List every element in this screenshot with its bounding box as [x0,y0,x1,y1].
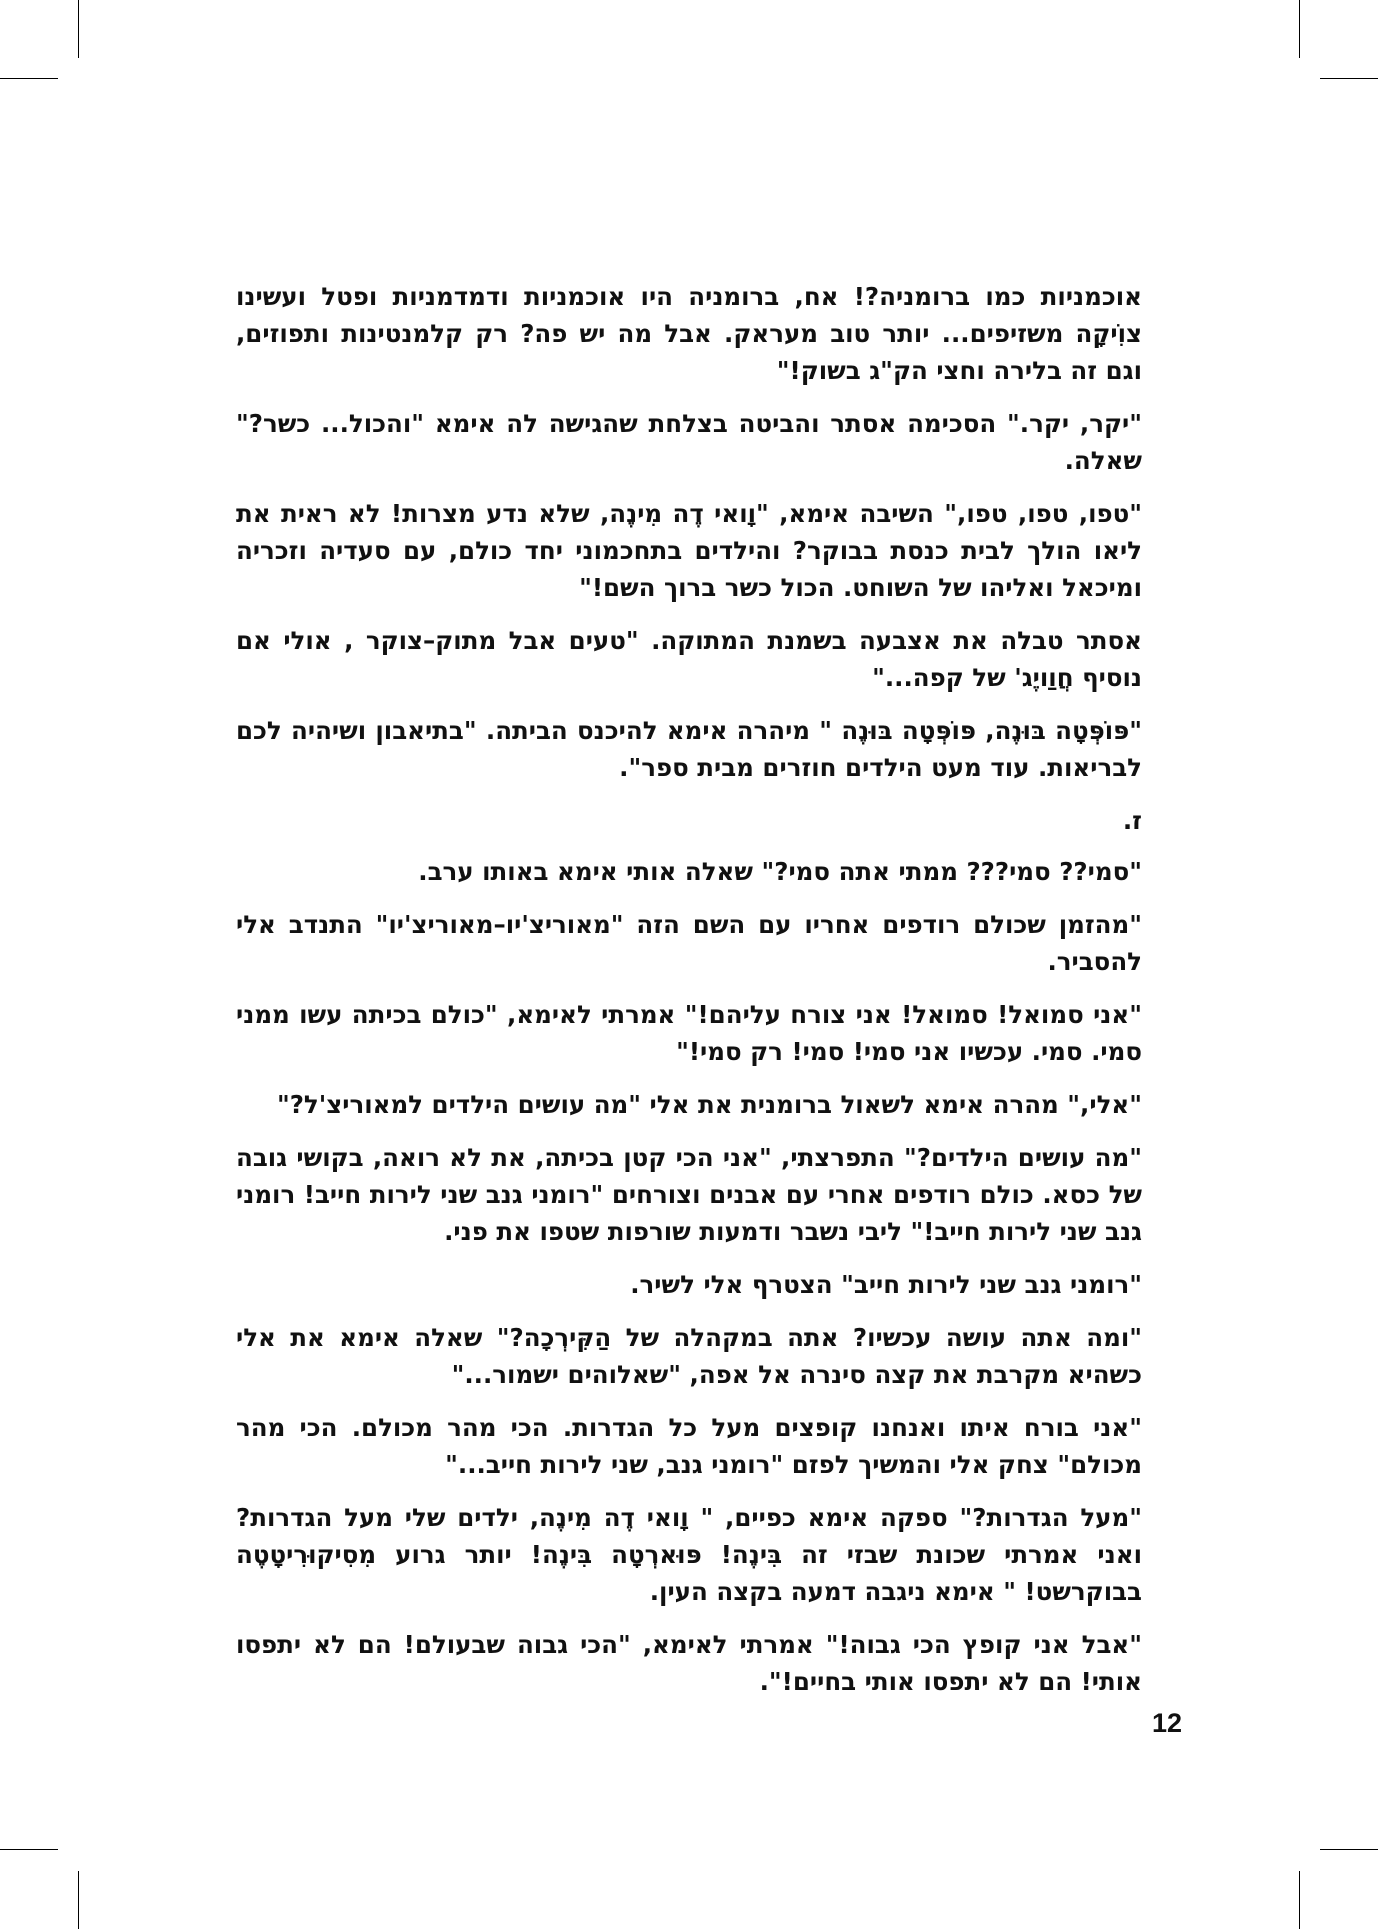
paragraph-15: "אבל אני קופץ הכי גבוה!" אמרתי לאימא, "הכי גבוה שבעולם! הם לא יתפסו אותי! הם לא יתפסו אותי בחיים!". [236,1630,1142,1696]
paragraph-2: "יקר, יקר." הסכימה אסתר והביטה בצלחת שהגישה לה אימא "והכול... כשר?" שאלה. [236,409,1142,475]
section-heading: ז. [1122,806,1142,835]
paragraph-7: "מהזמן שכולם רודפים אחריו עם השם הזה "מאוריצ'יו–מאוריצ'יו" התנדב אלי להסביר. [236,910,1142,976]
crop-mark-bottom-left-horizontal [0,1849,58,1850]
paragraph-14: "מעל הגדרות?" ספקה אימא כפיים, " וָואי דֶה מִינֶה, ילדים שלי מעל הגדרות? ואני אמרתי שכונת שבזי זה בִּינֶה! פּוּארְטָה בִּינֶה! יותר גרוע מִסִיקוּרִיטָטֶה בבוקרשט! " אימא ניגבה דמעה בקצה העין. [236,1503,1142,1606]
paragraph-9: "אלי," מהרה אימא לשאול ברומנית את אלי "מה עושים הילדים למאוריצ'ל?" [276,1090,1142,1119]
paragraph-12: "ומה אתה עושה עכשיו? אתה במקהלה של הַקִּירְכָה?" שאלה אימא את אלי כשהיא מקרבת את קצה סינרה אל אפה, "שאלוהים ישמור..." [236,1323,1142,1389]
crop-mark-bottom-right-horizontal [1320,1849,1378,1850]
paragraph-5: "פּוֹפְּטָה בּוּנֶה, פּוֹפְּטָה בּוּנֶה " מיהרה אימא להיכנס הביתה. "בתיאבון ושיהיה לכם לבריאות. עוד מעט הילדים חוזרים מבית ספר". [236,716,1142,782]
crop-mark-bottom-left-vertical [78,1871,79,1929]
paragraph-1: אוכמניות כמו ברומניה?! אח, ברומניה היו אוכמניות ודמדמניות ופטל ועשינו צוִֹיקָה משזיפים... יותר טוב מעראק. אבל מה יש פה? רק קלמנטינות ותפוזים, וגם זה בלירה וחצי הק"ג בשוק!" [236,282,1142,385]
page-number: 12 [1151,1708,1182,1738]
paragraph-8: "אני סמואל! סמואל! אני צורח עליהם!" אמרתי לאימא, "כולם בכיתה עשו ממני סמי. סמי. עכשיו אני סמי! סמי! רק סמי!" [236,1000,1142,1066]
paragraph-6: "סמי?? סמי??? ממתי אתה סמי?" שאלה אותי אימא באותו ערב. [418,857,1142,886]
crop-mark-top-left-vertical [78,0,79,58]
paragraph-11: "רומני גנב שני לירות חייב" הצטרף אלי לשיר. [630,1270,1142,1299]
paragraph-4: אסתר טבלה את אצבעה בשמנת המתוקה. "טעים אבל מתוק–צוקר , אולי אם נוסיף חֲוַויֶג' של קפה..." [236,626,1142,692]
crop-mark-top-right-vertical [1299,0,1300,58]
paragraph-10: "מה עושים הילדים?" התפרצתי, "אני הכי קטן בכיתה, את לא רואה, בקושי גובה של כסא. כולם רודפים אחרי עם אבנים וצורחים "רומני גנב שני לירות חייב! רומני גנב שני לירות חייב!" ליבי נשבר ודמעות שורפות שטפו את פני. [236,1143,1142,1246]
crop-mark-bottom-right-vertical [1299,1871,1300,1929]
crop-mark-top-left-horizontal [0,78,58,79]
paragraph-3: "טפו, טפו, טפו," השיבה אימא, "וָואי דֶה מִינֶה, שלא נדע מצרות! לא ראית את ליאו הולך לבית כנסת בבוקר? והילדים בתחכמוני יחד כולם, עם סעדיה וזכריה ומיכאל ואליהו של השוחט. הכול כשר ברוך השם!" [236,499,1142,602]
page-body [236,278,1142,1716]
crop-mark-top-right-horizontal [1320,78,1378,79]
paragraph-13: "אני בורח איתו ואנחנו קופצים מעל כל הגדרות. הכי מהר מכולם. הכי מהר מכולם" צחק אלי והמשיך לפזם "רומני גנב, שני לירות חייב..." [236,1413,1142,1479]
